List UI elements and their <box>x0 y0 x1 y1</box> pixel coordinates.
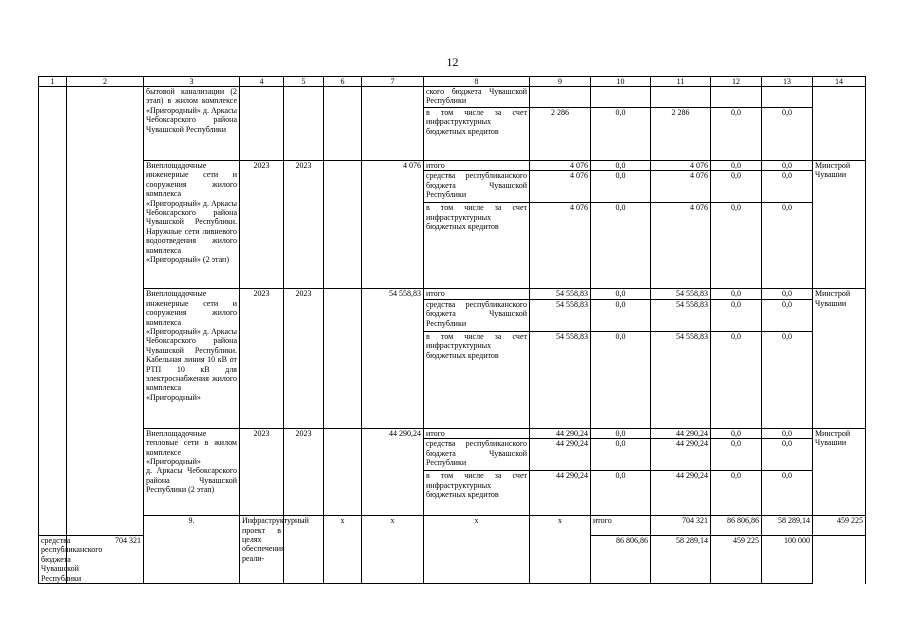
value-cell: 0,0 <box>591 161 651 171</box>
value-cell: 0,0 <box>762 108 813 161</box>
value-cell: 0,0 <box>591 108 651 161</box>
value-cell: 0,0 <box>591 289 651 299</box>
header-cell: 7 <box>362 77 424 87</box>
funding-source: ского бюджета Чувашской Республики <box>424 87 530 108</box>
value-cell: 0,0 <box>711 108 762 161</box>
value-cell: 0,0 <box>591 331 651 428</box>
table-row <box>39 87 866 108</box>
value-cell: 54 558,83 <box>530 289 591 299</box>
value-cell: 0,0 <box>762 299 813 331</box>
value-cell: 58 289,14 <box>651 536 711 584</box>
funding-source: в том числе за счет инфраструктурных бюджетных кредитов <box>424 108 530 161</box>
value-cell: 2 286 <box>530 108 591 161</box>
value-cell: 4 076 <box>651 203 711 289</box>
header-cell: 6 <box>324 77 362 87</box>
header-cell: 11 <box>651 77 711 87</box>
funding-source: средства республиканского бюджета Чувашской Республики <box>39 536 67 584</box>
value-cell: 0,0 <box>762 171 813 203</box>
project-name: Инфраструктурный проект в целях обеспечения реали- <box>240 516 284 584</box>
funding-source: в том числе за счет инфраструктурных бюджетных кредитов <box>424 471 530 516</box>
funding-source: средства республиканского бюджета Чувашской Республики <box>424 439 530 471</box>
table-row <box>39 428 866 438</box>
table-row <box>39 289 866 299</box>
funding-source: средства республиканского бюджета Чувашской Республики <box>424 299 530 331</box>
value-cell: 4 076 <box>530 161 591 171</box>
executor: Минстрой Чувашии <box>813 289 866 428</box>
funding-source: итого <box>424 428 530 438</box>
header-cell: 4 <box>240 77 284 87</box>
value-cell: 704 321 <box>67 536 144 584</box>
end-year: 2023 <box>284 428 324 515</box>
value-cell: 0,0 <box>762 161 813 171</box>
header-cell: 5 <box>284 77 324 87</box>
value-cell: 0,0 <box>711 289 762 299</box>
empty-cell <box>39 87 67 536</box>
value-cell: 0,0 <box>711 299 762 331</box>
header-cell: 12 <box>711 77 762 87</box>
value-cell: 0,0 <box>762 331 813 428</box>
value-cell: 54 558,83 <box>651 331 711 428</box>
executor: Минстрой Чувашии <box>813 428 866 515</box>
value-cell: 0,0 <box>591 439 651 471</box>
value-cell: 54 558,83 <box>530 299 591 331</box>
value-cell: 44 290,24 <box>530 439 591 471</box>
empty-cell <box>67 87 144 536</box>
value-cell: 0,0 <box>711 439 762 471</box>
value-cell: 86 806,86 <box>711 516 762 536</box>
header-row <box>39 77 866 87</box>
object-name: бытовой канализации (2 этап) в жилом комплексе «Пригородный» д. Аркасы Чебоксарского района Чувашской Республики <box>144 87 240 161</box>
header-cell: 3 <box>144 77 240 87</box>
row-number: 9. <box>144 516 240 584</box>
funding-source: в том числе за счет инфраструктурных бюджетных кредитов <box>424 203 530 289</box>
value-cell: 100 000 <box>762 536 813 584</box>
estimated-cost: 54 558,83 <box>362 289 424 428</box>
value-cell: 0,0 <box>711 161 762 171</box>
estimated-cost: 4 076 <box>362 161 424 289</box>
funding-source: в том числе за счет инфраструктурных бюджетных кредитов <box>424 331 530 428</box>
funding-source: итого <box>591 516 651 536</box>
header-cell: 1 <box>39 77 67 87</box>
page-number: 12 <box>446 55 459 69</box>
object-name: Внеплощадочные инженерные сети и сооружения жилого комплекса «Пригородный» д. Аркасы Чебоксарского района Чувашской Республики. Кабельная линия 10 кВ от РТП 10 кВ для электроснабжения жилого комплекса «Пригородный» <box>144 289 240 428</box>
x-mark: x <box>324 516 362 584</box>
value-cell: 0,0 <box>591 471 651 516</box>
value-cell: 0,0 <box>711 203 762 289</box>
value-cell: 58 289,14 <box>762 516 813 536</box>
table-row <box>39 161 866 171</box>
object-name-part: д. Аркасы Чебоксарского района Чувашской Республики (2 этап) <box>146 466 237 495</box>
executor: Минстрой Чувашии <box>813 161 866 289</box>
start-year: 2023 <box>240 161 284 289</box>
end-year: 2023 <box>284 289 324 428</box>
value-cell: 0,0 <box>591 203 651 289</box>
header-cell: 14 <box>813 77 866 87</box>
value-cell: 0,0 <box>711 171 762 203</box>
value-cell: 0,0 <box>711 428 762 438</box>
value-cell: 86 806,86 <box>591 536 651 584</box>
object-name <box>144 428 240 515</box>
funding-source: итого <box>424 161 530 171</box>
x-mark: x <box>530 516 591 584</box>
header-cell: 9 <box>530 77 591 87</box>
header-cell: 13 <box>762 77 813 87</box>
value-cell: 0,0 <box>762 289 813 299</box>
funding-source: итого <box>424 289 530 299</box>
header-cell: 8 <box>424 77 530 87</box>
value-cell: 459 225 <box>711 536 762 584</box>
end-year: 2023 <box>284 161 324 289</box>
value-cell: 44 290,24 <box>651 439 711 471</box>
object-name: Внеплощадочные инженерные сети и сооружения жилого комплекса «Пригородный» д. Аркасы Чебоксарского района Чувашской Республики. Наружные сети ливневого водоотведения жилого комплекса «Пригородный» (2 этап) <box>144 161 240 289</box>
value-cell: 0,0 <box>711 331 762 428</box>
table-row <box>39 516 866 536</box>
value-cell: 4 076 <box>530 203 591 289</box>
value-cell: 0,0 <box>591 299 651 331</box>
value-cell: 0,0 <box>762 428 813 438</box>
value-cell: 4 076 <box>530 171 591 203</box>
object-name-part: Внеплощадочные тепловые сети в жилом комплексе «Пригородный» <box>146 428 237 467</box>
value-cell: 0,0 <box>711 471 762 516</box>
value-cell: 459 225 <box>813 516 866 536</box>
value-cell: 2 286 <box>651 108 711 161</box>
value-cell: 4 076 <box>651 161 711 171</box>
program-table <box>38 76 866 584</box>
funding-source: средства республиканского бюджета Чувашской Республики <box>424 171 530 203</box>
value-cell: 704 321 <box>651 516 711 536</box>
value-cell: 54 558,83 <box>530 331 591 428</box>
x-mark: x <box>424 516 530 584</box>
x-mark: x <box>362 516 424 584</box>
value-cell: 54 558,83 <box>651 299 711 331</box>
start-year: 2023 <box>240 289 284 428</box>
value-cell: 0,0 <box>762 471 813 516</box>
start-year: 2023 <box>240 428 284 515</box>
value-cell: 54 558,83 <box>651 289 711 299</box>
value-cell: 0,0 <box>591 428 651 438</box>
value-cell: 0,0 <box>591 171 651 203</box>
value-cell: 44 290,24 <box>530 428 591 438</box>
value-cell: 44 290,24 <box>530 471 591 516</box>
value-cell: 44 290,24 <box>651 428 711 438</box>
value-cell: 44 290,24 <box>651 471 711 516</box>
header-cell: 2 <box>67 77 144 87</box>
value-cell: 4 076 <box>651 171 711 203</box>
estimated-cost: 44 290,24 <box>362 428 424 515</box>
value-cell: 0,0 <box>762 439 813 471</box>
value-cell: 0,0 <box>762 203 813 289</box>
header-cell: 10 <box>591 77 651 87</box>
